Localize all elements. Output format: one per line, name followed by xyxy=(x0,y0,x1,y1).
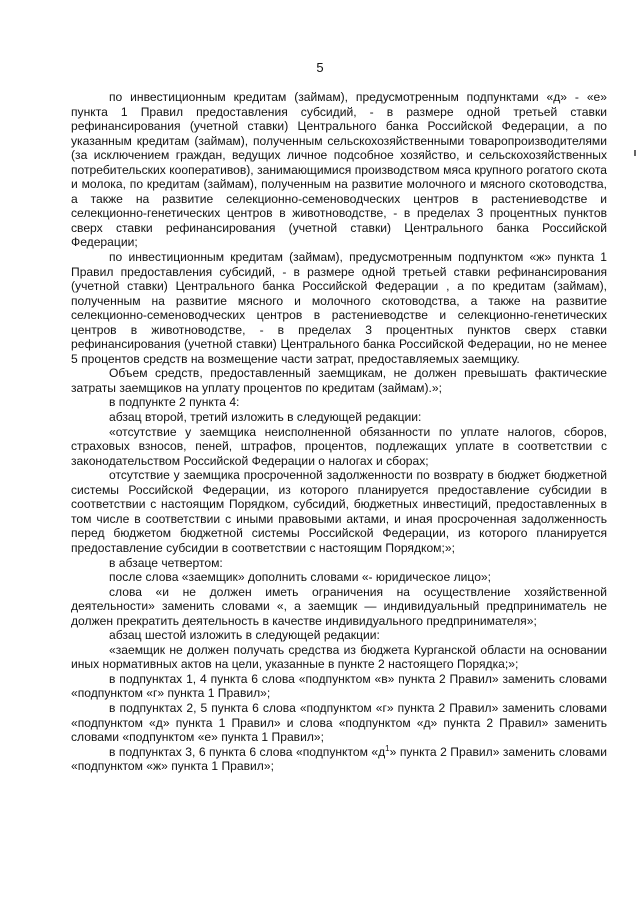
paragraph: по инвестиционным кредитам (займам), предусмотренным подпунктом «ж» пункта 1 Правил предоставления субсидий, - в размере одной третьей ставки рефинансирования (учетной ставки) Центрального банка Российской Федерации , а по кредитам (займам), полученным на развитие мясного и молочного скотоводства, а также на развитие селекционно-семеноводческих центров в растениеводстве и селекционно-генетических центров в животноводстве, - в пределах 3 процентных пунктов сверх ставки рефинансирования (учетной ставки) Центрального банка Российской Федерации, но не менее 5 процентов средств на возмещение части затрат, предоставляемых заемщику. xyxy=(71,250,607,366)
paragraph: отсутствие у заемщика просроченной задолженности по возврату в бюджет бюджетной системы Российской Федерации, из которого планируется предоставление субсидии в соответствии с настоящим Порядком, субсидий, бюджетных инвестиций, предоставленных в том числе в соответствии с иными правовыми актами, и иная просроченная задолженность перед бюджетом бюджетной системы Российской Федерации, из которого планируется предоставление субсидии в соответствии с настоящим Порядком;»; xyxy=(71,468,607,555)
superscript: 1 xyxy=(385,743,390,753)
paragraph: по инвестиционным кредитам (займам), предусмотренным подпунктами «д» - «е» пункта 1 Правил предоставления субсидий, - в размере одной третьей ставки рефинансирования (учетной ставки) Центрального банка Российской Федерации, а по указанным кредитам (займам), полученным сельскохозяйственными товаропроизводителями (за исключением граждан, ведущих личное подсобное хозяйство, и сельскохозяйственных потребительских кооперативов), занимающимися производством мяса крупного рогатого скота и молока, по кредитам (займам), полученным на развитие молочного и мясного скотоводства, а также на развитие селекционно-семеноводческих центров в растениеводстве и селекционно-генетических центров в животноводстве, - в пределах 3 процентных пунктов сверх ставки рефинансирования (учетной ставки) Центрального банка Российской Федерации; xyxy=(71,90,607,250)
paragraph: после слова «заемщик» дополнить словами «- юридическое лицо»; xyxy=(109,570,492,585)
paragraph: «заемщик не должен получать средства из бюджета Курганской области на основании иных нормативных актов на цели, указанные в пункте 2 настоящего Порядка;»; xyxy=(71,642,607,672)
paragraph: в подпункте 2 пункта 4: xyxy=(109,395,240,410)
paragraph-text: в подпунктах 3, 6 пункта 6 слова «подпунктом «д xyxy=(109,744,386,759)
paragraph: Объем средств, предоставленный заемщикам, не должен превышать фактические затраты заемщиков на уплату процентов по кредитам (займам).»; xyxy=(71,366,607,395)
paragraph: абзац второй, третий изложить в следующей редакции: xyxy=(109,410,422,425)
paragraph: слова «и не должен иметь ограничения на осуществление хозяйственной деятельности» заменить словами «, а заемщик — индивидуальный предприниматель не должен прекратить деятельность в качестве индивидуального предпринимателя»; xyxy=(71,584,607,628)
paragraph: в подпунктах 2, 5 пункта 6 слова «подпунктом «г» пункта 2 Правил» заменить словами «подпунктом «д» пункта 1 Правил» и слова «подпунктом «д» пункта 2 Правил» заменить словами «подпунктом «е» пункта 1 Правил»; xyxy=(71,700,607,745)
paragraph-text: » пункта 2 Правил» заменить словами «подпунктом «ж» пункта 1 Правил»; xyxy=(71,744,607,774)
page-number: 5 xyxy=(316,60,324,75)
scan-edge-mark xyxy=(634,150,636,156)
paragraph: абзац шестой изложить в следующей редакции: xyxy=(109,628,380,643)
document-body xyxy=(71,90,607,774)
paragraph: в абзаце четвертом: xyxy=(109,555,223,570)
paragraph xyxy=(71,745,607,774)
paragraph: «отсутствие у заемщика неисполненной обязанности по уплате налогов, сборов, страховых взносов, пеней, штрафов, процентов, подлежащих уплате в соответствии с законодательством Российской Федерации о налогах и сборах; xyxy=(71,424,607,468)
paragraph: в подпунктах 1, 4 пункта 6 слова «подпунктом «в» пункта 2 Правил» заменить словами «подпунктом «г» пункта 1 Правил»; xyxy=(71,671,607,701)
